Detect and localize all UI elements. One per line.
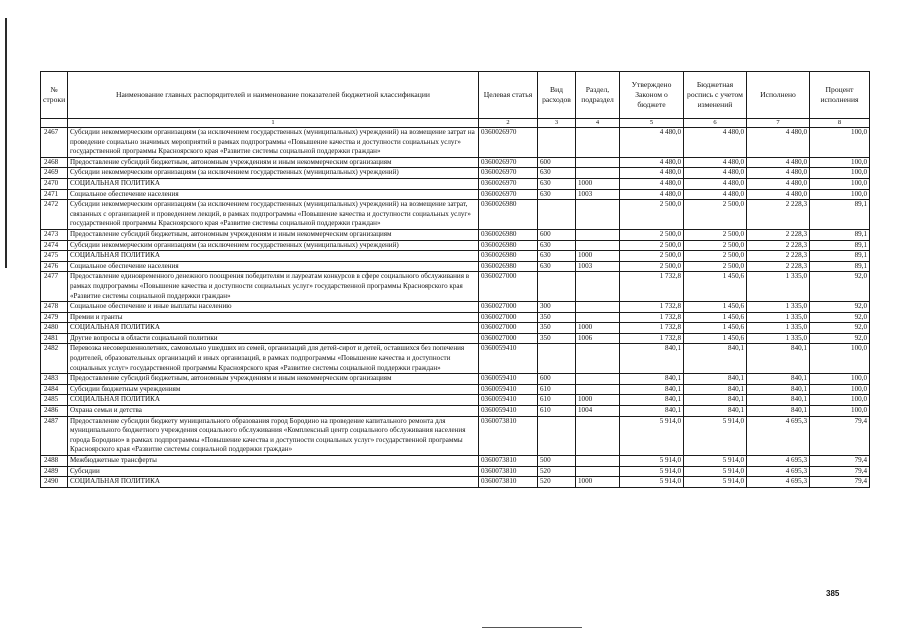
budget-table bbox=[40, 71, 870, 488]
budget-amount-cell: 2 500,0 bbox=[684, 251, 747, 262]
percent-cell: 79,4 bbox=[810, 416, 870, 455]
row-name-cell: Социальное обеспечение населения bbox=[68, 261, 479, 272]
executed-amount-cell: 2 228,3 bbox=[747, 200, 810, 230]
row-name-cell: СОЦИАЛЬНАЯ ПОЛИТИКА bbox=[68, 477, 479, 488]
approved-amount-cell: 1 732,8 bbox=[620, 312, 684, 323]
target-article-cell: 0360059410 bbox=[479, 374, 538, 385]
approved-amount-cell: 1 732,8 bbox=[620, 333, 684, 344]
budget-amount-cell: 5 914,0 bbox=[684, 477, 747, 488]
row-number-cell: 2477 bbox=[41, 272, 68, 302]
executed-amount-cell: 2 228,3 bbox=[747, 229, 810, 240]
table-body bbox=[41, 128, 870, 488]
target-article-cell: 0360026970 bbox=[479, 178, 538, 189]
table-row bbox=[41, 384, 870, 395]
expense-type-cell: 610 bbox=[538, 384, 576, 395]
expense-type-cell: 600 bbox=[538, 374, 576, 385]
row-number-cell: 2478 bbox=[41, 302, 68, 313]
percent-cell: 89,1 bbox=[810, 200, 870, 230]
header-expense-type: Вид расходов bbox=[538, 72, 576, 119]
column-number: 3 bbox=[538, 119, 576, 128]
row-number-cell: 2481 bbox=[41, 333, 68, 344]
percent-cell: 92,0 bbox=[810, 272, 870, 302]
section-cell bbox=[576, 374, 620, 385]
section-cell: 1000 bbox=[576, 178, 620, 189]
table-row bbox=[41, 344, 870, 374]
row-name-cell: Предоставление субсидий бюджетным, автономным учреждениям и иным некоммерческим организациям bbox=[68, 157, 479, 168]
expense-type-cell: 300 bbox=[538, 302, 576, 313]
row-number-cell: 2482 bbox=[41, 344, 68, 374]
section-cell: 1000 bbox=[576, 477, 620, 488]
section-cell bbox=[576, 240, 620, 251]
approved-amount-cell: 2 500,0 bbox=[620, 261, 684, 272]
expense-type-cell: 520 bbox=[538, 466, 576, 477]
executed-amount-cell: 4 480,0 bbox=[747, 168, 810, 179]
approved-amount-cell: 4 480,0 bbox=[620, 157, 684, 168]
budget-amount-cell: 1 450,6 bbox=[684, 312, 747, 323]
row-number-cell: 2476 bbox=[41, 261, 68, 272]
budget-amount-cell: 4 480,0 bbox=[684, 157, 747, 168]
row-name-cell: Охрана семьи и детства bbox=[68, 406, 479, 417]
column-number-row bbox=[41, 119, 870, 128]
target-article-cell: 0360027000 bbox=[479, 302, 538, 313]
budget-amount-cell: 840,1 bbox=[684, 406, 747, 417]
footer-divider bbox=[482, 627, 582, 628]
row-number-cell: 2480 bbox=[41, 323, 68, 334]
section-cell bbox=[576, 157, 620, 168]
budget-report-sheet bbox=[40, 71, 869, 488]
percent-cell: 100,0 bbox=[810, 168, 870, 179]
section-cell bbox=[576, 229, 620, 240]
target-article-cell: 0360026970 bbox=[479, 128, 538, 158]
section-cell bbox=[576, 168, 620, 179]
row-number-cell: 2474 bbox=[41, 240, 68, 251]
row-name-cell: Социальное обеспечение населения bbox=[68, 189, 479, 200]
table-row bbox=[41, 251, 870, 262]
expense-type-cell: 610 bbox=[538, 406, 576, 417]
percent-cell: 79,4 bbox=[810, 477, 870, 488]
executed-amount-cell: 4 695,3 bbox=[747, 456, 810, 467]
column-number: 2 bbox=[479, 119, 538, 128]
approved-amount-cell: 1 732,8 bbox=[620, 272, 684, 302]
executed-amount-cell: 1 335,0 bbox=[747, 323, 810, 334]
budget-amount-cell: 1 450,6 bbox=[684, 272, 747, 302]
executed-amount-cell: 1 335,0 bbox=[747, 312, 810, 323]
percent-cell: 100,0 bbox=[810, 189, 870, 200]
row-name-cell: Социальное обеспечение и иные выплаты населению bbox=[68, 302, 479, 313]
expense-type-cell bbox=[538, 200, 576, 230]
row-name-cell: Перевозка несовершеннолетних, самовольно ушедших из семей, организаций для детей-сирот и детей, оставшихся без попечения родителей, образовательных организаций и иных организаций, в рамках подпрограммы «Повышение качества и доступности социальных услуг» государственной программы Красноярского края «Развитие системы социальной поддержки граждан» bbox=[68, 344, 479, 374]
table-row bbox=[41, 157, 870, 168]
row-name-cell: СОЦИАЛЬНАЯ ПОЛИТИКА bbox=[68, 395, 479, 406]
target-article-cell: 0360073810 bbox=[479, 456, 538, 467]
percent-cell: 89,1 bbox=[810, 251, 870, 262]
header-budget-schedule: Бюджетная роспись с учетом изменений bbox=[684, 72, 747, 119]
percent-cell: 100,0 bbox=[810, 384, 870, 395]
table-row bbox=[41, 374, 870, 385]
executed-amount-cell: 4 480,0 bbox=[747, 189, 810, 200]
executed-amount-cell: 2 228,3 bbox=[747, 251, 810, 262]
row-number-cell: 2484 bbox=[41, 384, 68, 395]
row-name-cell: Другие вопросы в области социальной политики bbox=[68, 333, 479, 344]
table-row bbox=[41, 189, 870, 200]
approved-amount-cell: 4 480,0 bbox=[620, 128, 684, 158]
row-name-cell: СОЦИАЛЬНАЯ ПОЛИТИКА bbox=[68, 251, 479, 262]
table-row bbox=[41, 261, 870, 272]
executed-amount-cell: 1 335,0 bbox=[747, 272, 810, 302]
header-section: Раздел, подраздел bbox=[576, 72, 620, 119]
target-article-cell: 0360027000 bbox=[479, 312, 538, 323]
approved-amount-cell: 4 480,0 bbox=[620, 168, 684, 179]
table-row bbox=[41, 229, 870, 240]
row-number-cell: 2489 bbox=[41, 466, 68, 477]
percent-cell: 100,0 bbox=[810, 344, 870, 374]
row-name-cell: Субсидии некоммерческим организациям (за исключением государственных (муниципальных) учреждений) bbox=[68, 240, 479, 251]
target-article-cell: 0360059410 bbox=[479, 344, 538, 374]
scan-margin-line bbox=[5, 18, 7, 268]
target-article-cell: 0360073810 bbox=[479, 477, 538, 488]
header-percent: Процент исполнения bbox=[810, 72, 870, 119]
expense-type-cell: 350 bbox=[538, 323, 576, 334]
row-number-cell: 2490 bbox=[41, 477, 68, 488]
section-cell bbox=[576, 344, 620, 374]
row-name-cell: Предоставление субсидий бюджетным, автономным учреждениям и иным некоммерческим организациям bbox=[68, 374, 479, 385]
budget-amount-cell: 1 450,6 bbox=[684, 302, 747, 313]
section-cell bbox=[576, 416, 620, 455]
executed-amount-cell: 4 480,0 bbox=[747, 128, 810, 158]
approved-amount-cell: 2 500,0 bbox=[620, 240, 684, 251]
expense-type-cell bbox=[538, 272, 576, 302]
percent-cell: 79,4 bbox=[810, 466, 870, 477]
percent-cell: 100,0 bbox=[810, 128, 870, 158]
section-cell: 1000 bbox=[576, 251, 620, 262]
row-number-cell: 2470 bbox=[41, 178, 68, 189]
target-article-cell: 0360026980 bbox=[479, 240, 538, 251]
table-row bbox=[41, 312, 870, 323]
budget-amount-cell: 1 450,6 bbox=[684, 333, 747, 344]
executed-amount-cell: 840,1 bbox=[747, 374, 810, 385]
column-number bbox=[41, 119, 68, 128]
section-cell bbox=[576, 384, 620, 395]
approved-amount-cell: 840,1 bbox=[620, 406, 684, 417]
percent-cell: 100,0 bbox=[810, 395, 870, 406]
percent-cell: 92,0 bbox=[810, 312, 870, 323]
budget-amount-cell: 2 500,0 bbox=[684, 261, 747, 272]
percent-cell: 92,0 bbox=[810, 323, 870, 334]
table-row bbox=[41, 466, 870, 477]
row-number-cell: 2479 bbox=[41, 312, 68, 323]
row-number-cell: 2487 bbox=[41, 416, 68, 455]
section-cell bbox=[576, 272, 620, 302]
target-article-cell: 0360026980 bbox=[479, 200, 538, 230]
header-name: Наименование главных распорядителей и наименование показателей бюджетной классификации bbox=[68, 72, 479, 119]
table-row bbox=[41, 200, 870, 230]
header-executed: Исполнено bbox=[747, 72, 810, 119]
column-number: 4 bbox=[576, 119, 620, 128]
approved-amount-cell: 4 480,0 bbox=[620, 189, 684, 200]
header-row-number: № строки bbox=[41, 72, 68, 119]
expense-type-cell: 630 bbox=[538, 251, 576, 262]
budget-amount-cell: 2 500,0 bbox=[684, 200, 747, 230]
budget-amount-cell: 4 480,0 bbox=[684, 168, 747, 179]
expense-type-cell bbox=[538, 344, 576, 374]
approved-amount-cell: 840,1 bbox=[620, 384, 684, 395]
budget-amount-cell: 4 480,0 bbox=[684, 189, 747, 200]
executed-amount-cell: 4 480,0 bbox=[747, 157, 810, 168]
percent-cell: 89,1 bbox=[810, 229, 870, 240]
budget-amount-cell: 2 500,0 bbox=[684, 240, 747, 251]
expense-type-cell: 630 bbox=[538, 261, 576, 272]
executed-amount-cell: 2 228,3 bbox=[747, 261, 810, 272]
percent-cell: 79,4 bbox=[810, 456, 870, 467]
section-cell: 1006 bbox=[576, 333, 620, 344]
row-number-cell: 2469 bbox=[41, 168, 68, 179]
target-article-cell: 0360026970 bbox=[479, 168, 538, 179]
row-number-cell: 2485 bbox=[41, 395, 68, 406]
expense-type-cell: 350 bbox=[538, 312, 576, 323]
section-cell: 1000 bbox=[576, 323, 620, 334]
target-article-cell: 0360073810 bbox=[479, 416, 538, 455]
target-article-cell: 0360026980 bbox=[479, 229, 538, 240]
approved-amount-cell: 2 500,0 bbox=[620, 229, 684, 240]
approved-amount-cell: 1 732,8 bbox=[620, 323, 684, 334]
table-row bbox=[41, 302, 870, 313]
percent-cell: 89,1 bbox=[810, 261, 870, 272]
table-row bbox=[41, 168, 870, 179]
expense-type-cell: 350 bbox=[538, 333, 576, 344]
row-name-cell: Субсидии некоммерческим организациям (за исключением государственных (муниципальных) учреждений) на возмещение затрат на проведение социально значимых мероприятий в рамках подпрограммы «Повышение качества и доступности социальных услуг» государственной программы Красноярского края «Развитие системы социальной поддержки граждан» bbox=[68, 128, 479, 158]
row-name-cell: Субсидии bbox=[68, 466, 479, 477]
executed-amount-cell: 1 335,0 bbox=[747, 333, 810, 344]
table-row bbox=[41, 395, 870, 406]
percent-cell: 100,0 bbox=[810, 374, 870, 385]
row-name-cell: Межбюджетные трансферты bbox=[68, 456, 479, 467]
approved-amount-cell: 840,1 bbox=[620, 374, 684, 385]
executed-amount-cell: 4 695,3 bbox=[747, 416, 810, 455]
expense-type-cell: 630 bbox=[538, 240, 576, 251]
row-number-cell: 2486 bbox=[41, 406, 68, 417]
executed-amount-cell: 4 695,3 bbox=[747, 477, 810, 488]
section-cell: 1003 bbox=[576, 261, 620, 272]
budget-amount-cell: 5 914,0 bbox=[684, 456, 747, 467]
table-row bbox=[41, 240, 870, 251]
expense-type-cell: 630 bbox=[538, 168, 576, 179]
expense-type-cell: 630 bbox=[538, 178, 576, 189]
row-number-cell: 2475 bbox=[41, 251, 68, 262]
table-row bbox=[41, 333, 870, 344]
target-article-cell: 0360027000 bbox=[479, 323, 538, 334]
page-number: 385 bbox=[826, 589, 840, 598]
target-article-cell: 0360059410 bbox=[479, 384, 538, 395]
table-row bbox=[41, 456, 870, 467]
expense-type-cell: 600 bbox=[538, 229, 576, 240]
budget-amount-cell: 2 500,0 bbox=[684, 229, 747, 240]
section-cell bbox=[576, 128, 620, 158]
table-row bbox=[41, 416, 870, 455]
percent-cell: 92,0 bbox=[810, 302, 870, 313]
row-name-cell: Предоставление единовременного денежного поощрения победителям и лауреатам конкурсов в сфере социального обслуживания в рамках подпрограммы «Повышение качества и доступности социальных услуг» государственной программы Красноярского края «Развитие системы социальной поддержки граждан» bbox=[68, 272, 479, 302]
target-article-cell: 0360073810 bbox=[479, 466, 538, 477]
column-number: 8 bbox=[810, 119, 870, 128]
target-article-cell: 0360059410 bbox=[479, 406, 538, 417]
table-row bbox=[41, 178, 870, 189]
executed-amount-cell: 4 480,0 bbox=[747, 178, 810, 189]
row-name-cell: Премии и гранты bbox=[68, 312, 479, 323]
approved-amount-cell: 5 914,0 bbox=[620, 416, 684, 455]
target-article-cell: 0360026980 bbox=[479, 251, 538, 262]
row-name-cell: Предоставление субсидий бюджетным, автономным учреждениям и иным некоммерческим организациям bbox=[68, 229, 479, 240]
approved-amount-cell: 840,1 bbox=[620, 344, 684, 374]
target-article-cell: 0360059410 bbox=[479, 395, 538, 406]
row-number-cell: 2467 bbox=[41, 128, 68, 158]
table-row bbox=[41, 323, 870, 334]
row-number-cell: 2483 bbox=[41, 374, 68, 385]
expense-type-cell: 610 bbox=[538, 395, 576, 406]
target-article-cell: 0360027000 bbox=[479, 272, 538, 302]
section-cell bbox=[576, 312, 620, 323]
section-cell: 1003 bbox=[576, 189, 620, 200]
column-number: 7 bbox=[747, 119, 810, 128]
executed-amount-cell: 840,1 bbox=[747, 395, 810, 406]
target-article-cell: 0360027000 bbox=[479, 333, 538, 344]
row-number-cell: 2468 bbox=[41, 157, 68, 168]
executed-amount-cell: 840,1 bbox=[747, 384, 810, 395]
expense-type-cell bbox=[538, 128, 576, 158]
executed-amount-cell: 4 695,3 bbox=[747, 466, 810, 477]
row-name-cell: Субсидии некоммерческим организациям (за исключением государственных (муниципальных) учреждений) на возмещение затрат, связанных с организацией и проведением лекций, в рамках подпрограммы «Повышение качества и доступности социальных услуг» государственной программы Красноярского края «Развитие системы социальной поддержки граждан» bbox=[68, 200, 479, 230]
row-name-cell: Субсидии бюджетным учреждениям bbox=[68, 384, 479, 395]
section-cell: 1000 bbox=[576, 395, 620, 406]
target-article-cell: 0360026970 bbox=[479, 157, 538, 168]
approved-amount-cell: 2 500,0 bbox=[620, 251, 684, 262]
expense-type-cell: 630 bbox=[538, 189, 576, 200]
approved-amount-cell: 4 480,0 bbox=[620, 178, 684, 189]
target-article-cell: 0360026970 bbox=[479, 189, 538, 200]
column-number: 5 bbox=[620, 119, 684, 128]
approved-amount-cell: 5 914,0 bbox=[620, 477, 684, 488]
header-approved: Утверждено Законом о бюджете bbox=[620, 72, 684, 119]
approved-amount-cell: 5 914,0 bbox=[620, 466, 684, 477]
header-target-article: Целевая статья bbox=[479, 72, 538, 119]
budget-amount-cell: 5 914,0 bbox=[684, 466, 747, 477]
approved-amount-cell: 5 914,0 bbox=[620, 456, 684, 467]
budget-amount-cell: 840,1 bbox=[684, 344, 747, 374]
budget-amount-cell: 1 450,6 bbox=[684, 323, 747, 334]
row-number-cell: 2472 bbox=[41, 200, 68, 230]
target-article-cell: 0360026980 bbox=[479, 261, 538, 272]
table-row bbox=[41, 272, 870, 302]
column-number: 1 bbox=[68, 119, 479, 128]
percent-cell: 100,0 bbox=[810, 178, 870, 189]
budget-amount-cell: 4 480,0 bbox=[684, 178, 747, 189]
row-name-cell: Субсидии некоммерческим организациям (за исключением государственных (муниципальных) учреждений) bbox=[68, 168, 479, 179]
row-name-cell: СОЦИАЛЬНАЯ ПОЛИТИКА bbox=[68, 178, 479, 189]
percent-cell: 89,1 bbox=[810, 240, 870, 251]
column-number: 6 bbox=[684, 119, 747, 128]
executed-amount-cell: 840,1 bbox=[747, 344, 810, 374]
executed-amount-cell: 840,1 bbox=[747, 406, 810, 417]
row-number-cell: 2488 bbox=[41, 456, 68, 467]
percent-cell: 100,0 bbox=[810, 157, 870, 168]
section-cell: 1004 bbox=[576, 406, 620, 417]
row-name-cell: Предоставление субсидии бюджету муниципального образования город Бородино на проведение капитального ремонта для муниципального бюджетного учреждения социального обслуживания «Комплексный центр социального обслуживания населения города Бородино» в рамках подпрограммы «Повышение качества и доступности социальных услуг» государственной программы Красноярского края «Развитие системы социальной поддержки граждан» bbox=[68, 416, 479, 455]
table-row bbox=[41, 406, 870, 417]
approved-amount-cell: 1 732,8 bbox=[620, 302, 684, 313]
budget-amount-cell: 840,1 bbox=[684, 374, 747, 385]
approved-amount-cell: 2 500,0 bbox=[620, 200, 684, 230]
budget-amount-cell: 5 914,0 bbox=[684, 416, 747, 455]
expense-type-cell: 520 bbox=[538, 477, 576, 488]
section-cell bbox=[576, 200, 620, 230]
approved-amount-cell: 840,1 bbox=[620, 395, 684, 406]
row-number-cell: 2473 bbox=[41, 229, 68, 240]
budget-amount-cell: 840,1 bbox=[684, 384, 747, 395]
budget-amount-cell: 840,1 bbox=[684, 395, 747, 406]
budget-amount-cell: 4 480,0 bbox=[684, 128, 747, 158]
row-number-cell: 2471 bbox=[41, 189, 68, 200]
expense-type-cell: 600 bbox=[538, 157, 576, 168]
section-cell bbox=[576, 466, 620, 477]
row-name-cell: СОЦИАЛЬНАЯ ПОЛИТИКА bbox=[68, 323, 479, 334]
table-header-row bbox=[41, 72, 870, 119]
section-cell bbox=[576, 456, 620, 467]
expense-type-cell bbox=[538, 416, 576, 455]
table-row bbox=[41, 477, 870, 488]
executed-amount-cell: 1 335,0 bbox=[747, 302, 810, 313]
section-cell bbox=[576, 302, 620, 313]
table-row bbox=[41, 128, 870, 158]
percent-cell: 92,0 bbox=[810, 333, 870, 344]
percent-cell: 100,0 bbox=[810, 406, 870, 417]
executed-amount-cell: 2 228,3 bbox=[747, 240, 810, 251]
expense-type-cell: 500 bbox=[538, 456, 576, 467]
